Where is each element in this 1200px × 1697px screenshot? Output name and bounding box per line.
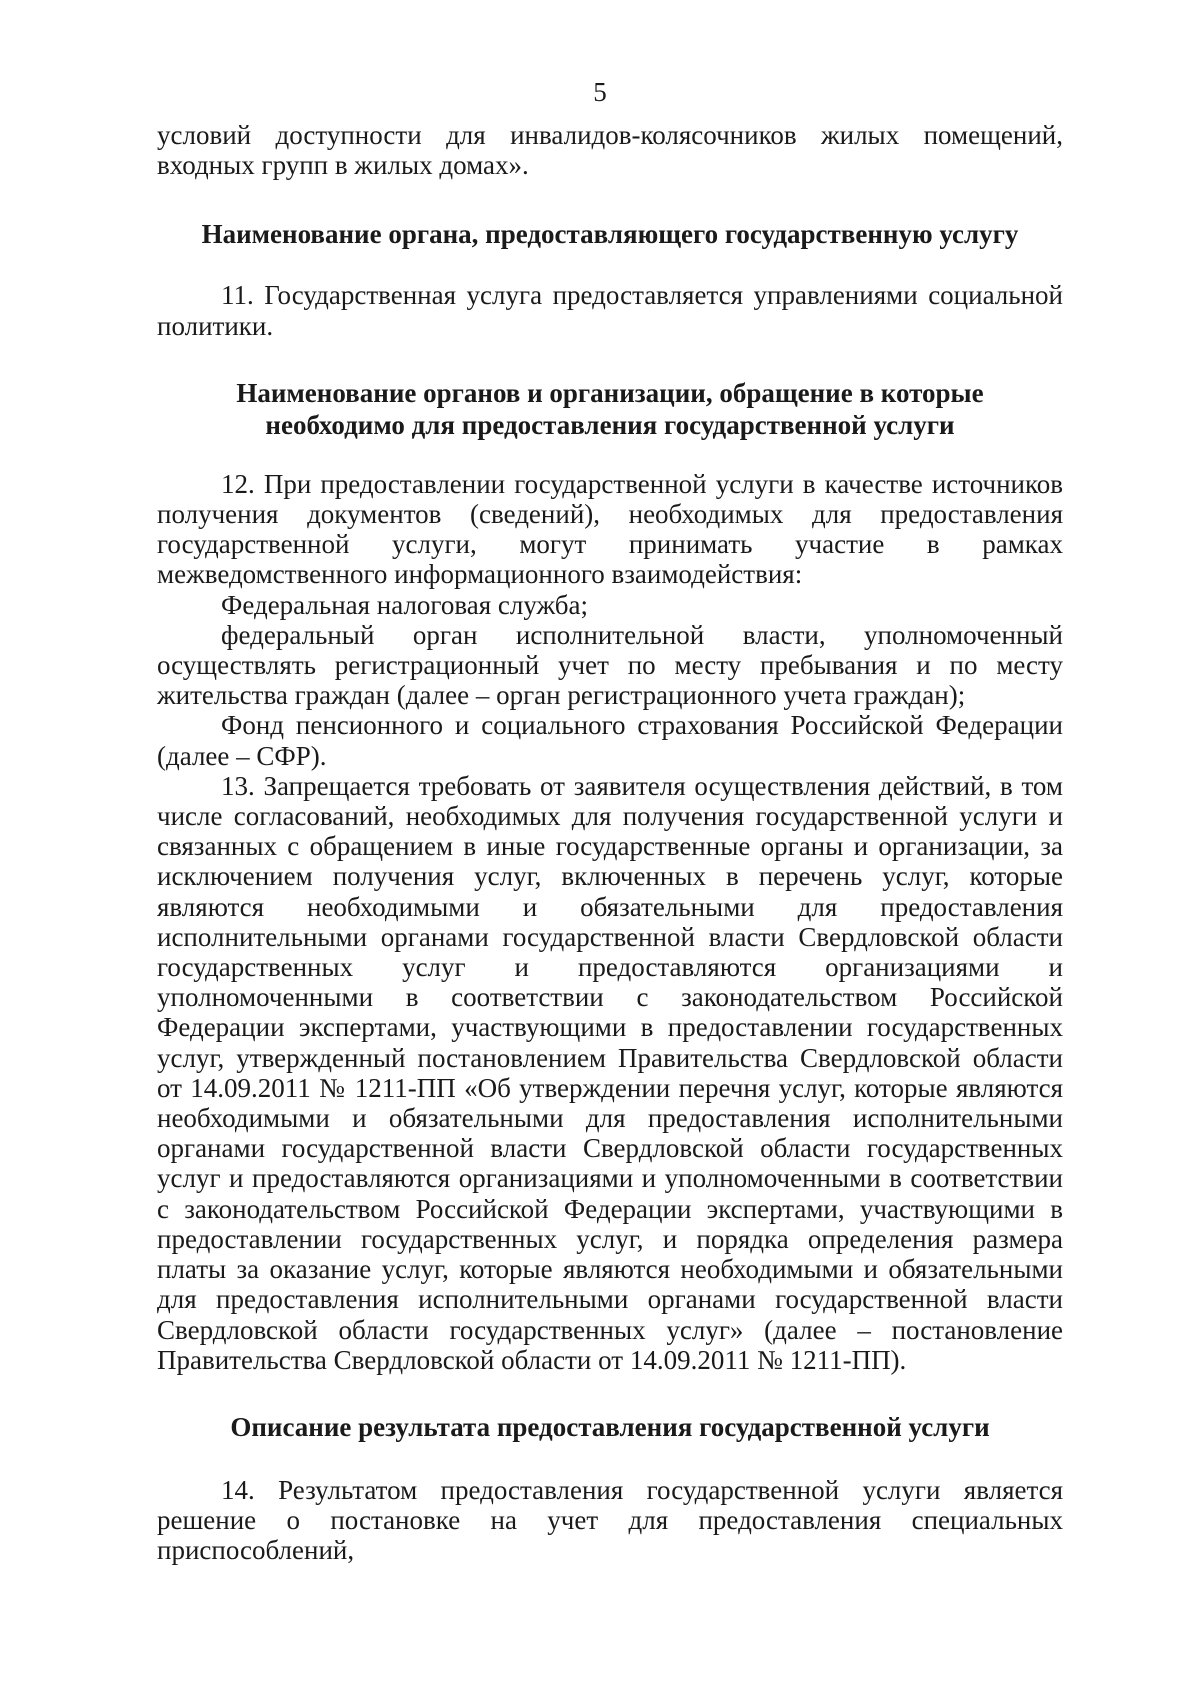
paragraph-12-item-tax-service: Федеральная налоговая служба;: [221, 589, 589, 620]
paragraph-14: 14. Результатом предоставления государственной услуги является решение о постановке на учет для предоставления специальных приспособлений,: [157, 1474, 1063, 1566]
paragraph-12-item-pension-fund: Фонд пенсионного и социального страхования Российской Федерации (далее – СФР).: [157, 710, 1063, 771]
paragraph-continuation: условий доступности для инвалидов-колясочников жилых помещений, входных групп в жилых домах».: [157, 120, 1063, 181]
document-body: [157, 120, 1063, 1566]
paragraph-11: 11. Государственная услуга предоставляется управлениями социальной политики.: [157, 280, 1063, 341]
paragraph-12: 12. При предоставлении государственной услуги в качестве источников получения документов (сведений), необходимых для предоставления государственной услуги, могут принимать участие в рамках межведомственного информационного взаимодействия:: [157, 468, 1063, 590]
paragraph-12-item-registration-authority: федеральный орган исполнительной власти, уполномоченный осуществлять регистрационный учет по месту пребывания и по месту жительства граждан (далее – орган регистрационного учета граждан);: [157, 619, 1063, 711]
section-heading-organizations: [157, 377, 1063, 441]
paragraph-13: 13. Запрещается требовать от заявителя осуществления действий, в том числе согласований, необходимых для получения государственной услуги и связанных с обращением в иные государственные органы и организации, за исключением получения услуг, включенных в перечень услуг, которые являются необходимыми и обязательными для предоставления исполнительными органами государственной власти Свердловской области государственных услуг и предоставляются организациями и уполномоченными в соответствии с законодательством Российской Федерации экспертами, участвующими в предоставлении государственных услуг, утвержденный постановлением Правительства Свердловской области от 14.09.2011 № 1211-ПП «Об утверждении перечня услуг, которые являются необходимыми и обязательными для предоставления исполнительными органами государственной власти Свердловской области государственных услуг и предоставляются организациями и уполномоченными в соответствии с законодательством Российской Федерации экспертами, участвующими в предоставлении государственных услуг, и порядка определения размера платы за оказание услуг, которые являются необходимыми и обязательными для предоставления исполнительными органами государственной власти Свердловской области государственных услуг» (далее – постановление Правительства Свердловской области от 14.09.2011 № 1211-ПП).: [157, 770, 1063, 1375]
section-heading-organizations-line2: необходимо для предоставления государственной услуги: [265, 409, 955, 440]
section-heading-authority: Наименование органа, предоставляющего государственную услугу: [201, 219, 1019, 250]
page-number: 5: [593, 77, 607, 107]
section-heading-organizations-line1: Наименование органов и организации, обращение в которые: [236, 377, 984, 408]
section-heading-result: Описание результата предоставления государственной услуги: [230, 1411, 990, 1442]
